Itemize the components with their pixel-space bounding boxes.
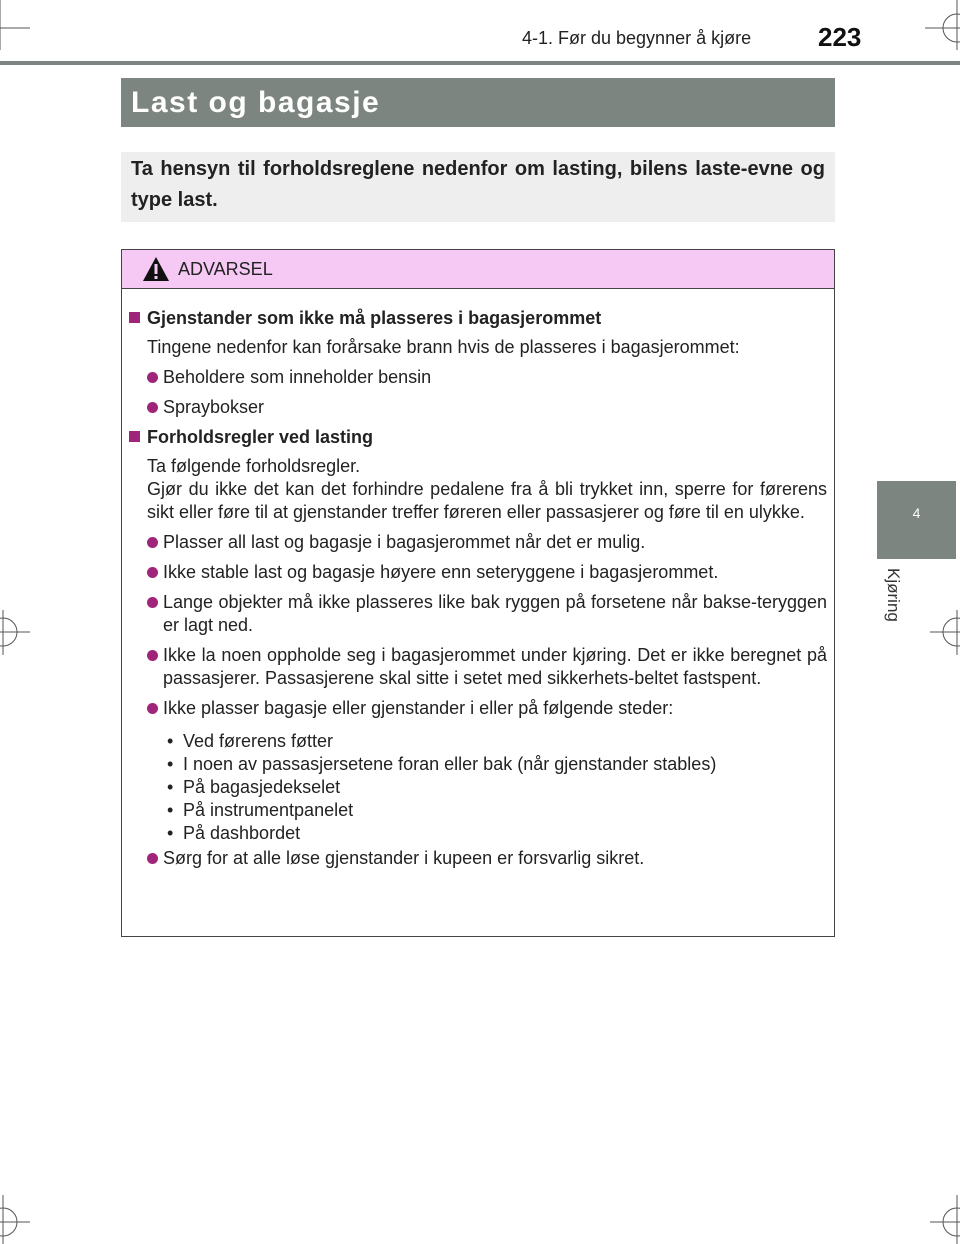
list-item [129,697,827,720]
circle-bullet-icon [147,567,158,578]
warning-box [121,249,835,937]
list-item-text: Lange objekter må ikke plasseres like bak ryggen på forsetene når bakse-teryggen er lagt ned. [163,592,827,635]
square-bullet-icon [129,312,140,323]
sub-list-item-text: På dashbordet [183,823,301,843]
list-item-text: Plasser all last og bagasje i bagasjerommet når det er mulig. [163,532,646,552]
list-item [129,561,827,584]
circle-bullet-icon [147,372,158,383]
section-heading-text: Forholdsregler ved lasting [147,427,374,447]
list-item-text: Beholdere som inneholder bensin [163,367,432,387]
chapter-tab [877,481,956,559]
circle-bullet-icon [147,650,158,661]
list-item [129,531,827,554]
section-title-bar [121,78,835,127]
sub-list-item: • På dashbordet [167,823,301,843]
warning-label: ADVARSEL [178,259,273,279]
page-number: 223 [818,22,862,52]
header-rule [0,61,960,65]
sub-list-item: • Ved førerens føtter [167,731,334,751]
circle-bullet-icon [147,402,158,413]
section-heading [129,426,827,449]
running-header-section: 4-1. Før du begynner å kjøre [522,28,752,48]
paragraph [147,455,827,524]
sub-list-item: • På bagasjedekselet [167,777,341,797]
section-title: Last og bagasje [131,86,381,119]
paragraph-line: Ta følgende forholdsregler. [147,456,361,476]
intro-box [121,152,835,222]
circle-bullet-icon [147,853,158,864]
list-item [129,591,827,637]
section-heading-text: Gjenstander som ikke må plasseres i bagasjerommet [147,308,602,328]
square-bullet-icon [129,431,140,442]
list-item-text: Ikke la noen oppholde seg i bagasjerommet under kjøring. Det er ikke beregnet på passasjerer. Passasjerene skal sitte i setet med sikkerhets-beltet fastspent. [163,645,827,688]
sub-list-item-text: På bagasjedekselet [183,777,341,797]
list-item-text: Sørg for at alle løse gjenstander i kupeen er forsvarlig sikret. [163,848,645,868]
warning-header [122,250,834,289]
list-item-text: Ikke stable last og bagasje høyere enn seteryggene i bagasjerommet. [163,562,719,582]
sub-list-item-text: I noen av passasjersetene foran eller bak (når gjenstander stables) [183,754,717,774]
list-item [129,644,827,690]
chapter-label: Kjøring [884,568,903,622]
chapter-number: 4 [912,505,921,521]
sub-list-item-text: På instrumentpanelet [183,800,354,820]
list-item [129,396,827,419]
sub-list [129,730,827,845]
circle-bullet-icon [147,537,158,548]
circle-bullet-icon [147,597,158,608]
paragraph-line: Gjør du ikke det kan det forhindre pedalene fra å bli trykket inn, sperre for førerens sikt eller føre til at gjenstander treffer føreren eller passasjerer og føre til en ulykke. [147,479,827,522]
list-item-text: Spraybokser [163,397,265,417]
paragraph: Tingene nedenfor kan forårsake brann hvis de plasseres i bagasjerommet: [147,337,740,357]
chapter-label-container [879,568,909,638]
sub-list-item-text: Ved førerens føtter [183,731,334,751]
section-heading [129,307,827,330]
circle-bullet-icon [147,703,158,714]
intro-text: Ta hensyn til forholdsreglene nedenfor om lasting, bilens laste-evne og type last. [131,158,825,211]
warning-triangle-icon [142,256,170,282]
sub-list-item: • I noen av passasjersetene foran eller bak (når gjenstander stables) [167,754,717,774]
list-item-text: Ikke plasser bagasje eller gjenstander i eller på følgende steder: [163,698,674,718]
warning-content [129,307,827,870]
sub-list-item: • På instrumentpanelet [167,800,354,820]
list-item [129,847,827,870]
list-item [129,366,827,389]
